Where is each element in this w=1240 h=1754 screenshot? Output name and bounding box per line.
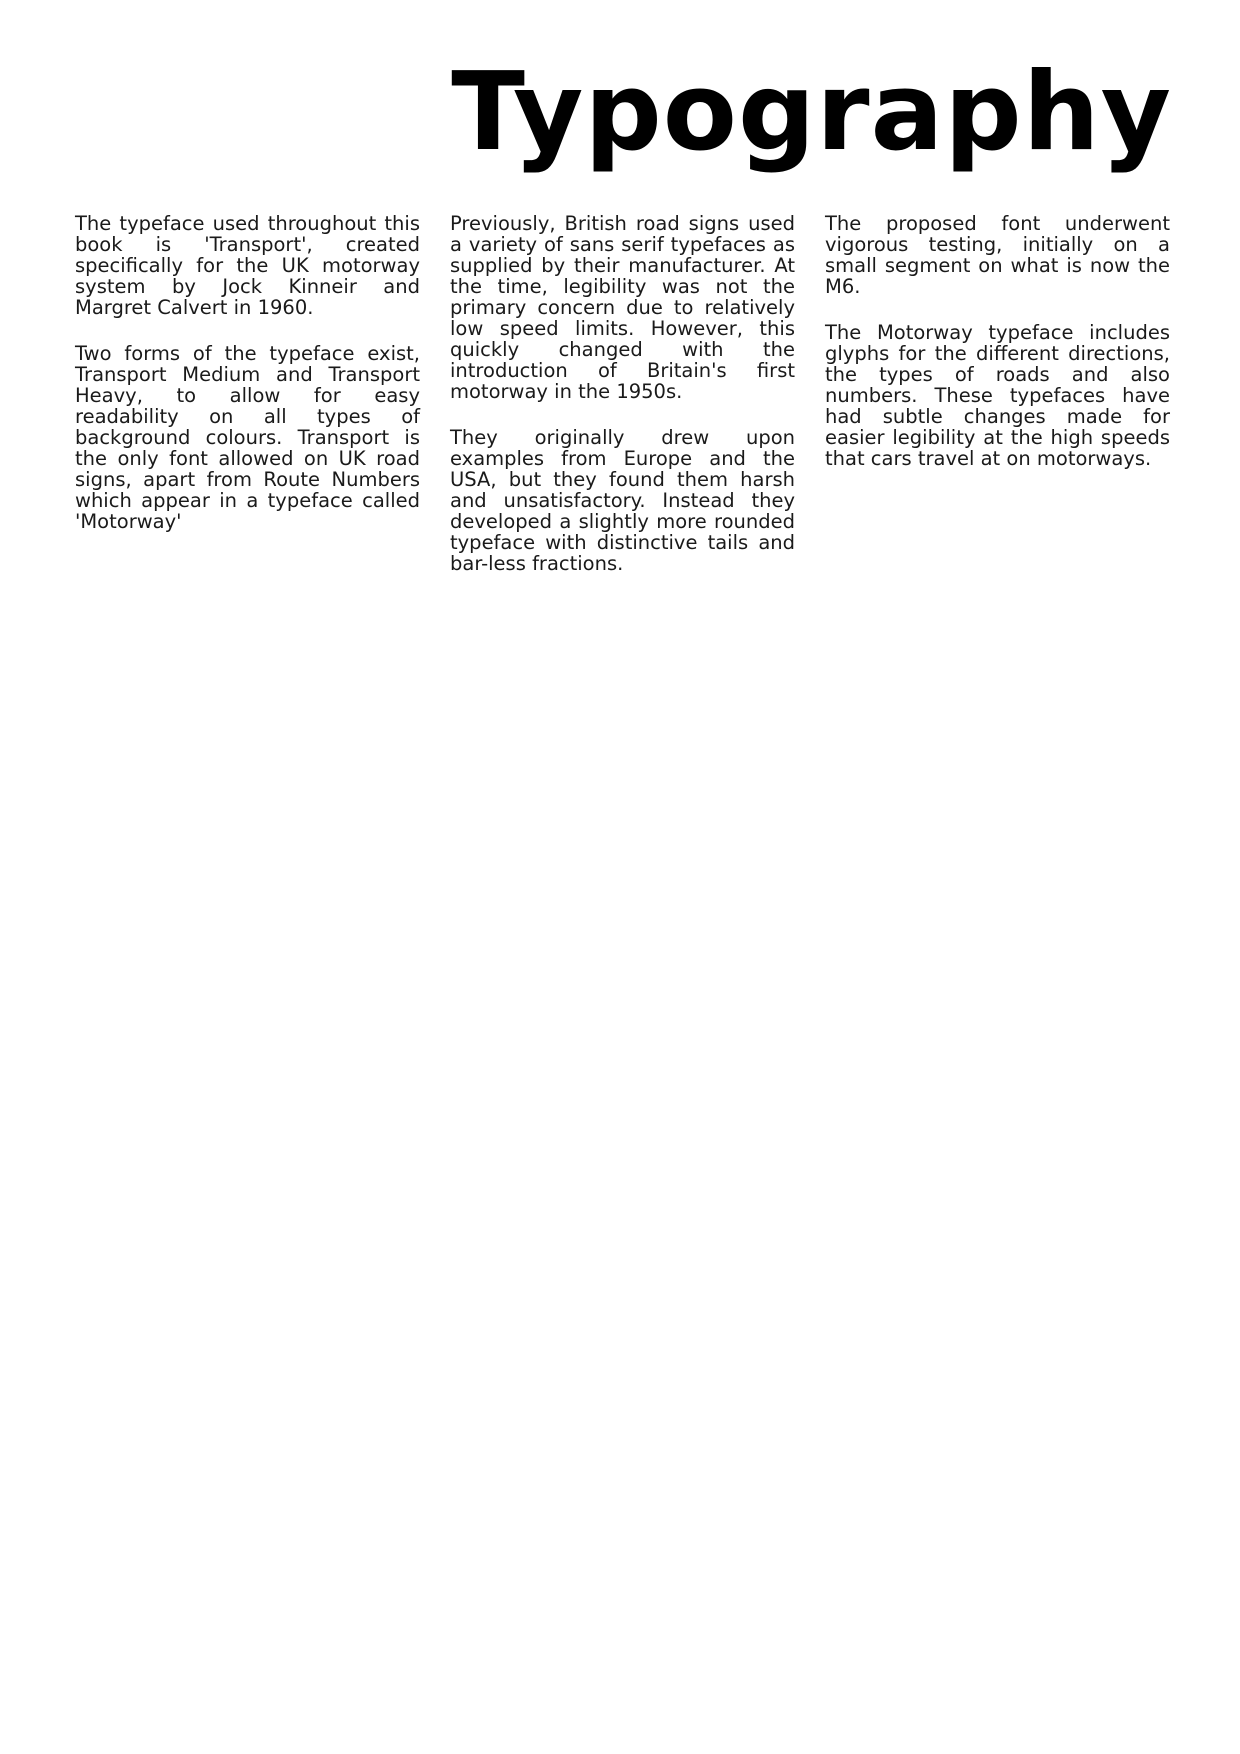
page-title: Typography [451, 50, 1172, 175]
text-column-3 [825, 213, 1170, 494]
paragraph: Two forms of the typeface exist, Transport Medium and Transport Heavy, to allow for easy readability on all types of background colours. Transport is the only font allowed on UK road signs, apart from Route Numbers which appear in a typeface called 'Motorway' [75, 342, 420, 533]
paragraph: They originally drew upon examples from Europe and the USA, but they found them harsh and unsatisfactory. Instead they developed a slightly more rounded typeface with distinctive tails and bar-less fractions. [450, 426, 795, 575]
text-column-1 [75, 213, 420, 557]
paragraph: The typeface used throughout this book is 'Transport', created specifically for the UK motorway system by Jock Kinneir and Margret Calvert in 1960. [75, 212, 420, 319]
text-column-2 [450, 213, 795, 599]
paragraph: Previously, British road signs used a variety of sans serif typefaces as supplied by their manufacturer. At the time, legibility was not the primary concern due to relatively low speed limits. However, this quickly changed with the introduction of Britain's first motorway in the 1950s. [450, 212, 795, 403]
paragraph: The proposed font underwent vigorous testing, initially on a small segment on what is now the M6. [825, 212, 1170, 298]
paragraph: The Motorway typeface includes glyphs for the different directions, the types of roads and also numbers. These typefaces have had subtle changes made for easier legibility at the high speeds that cars travel at on motorways. [825, 321, 1170, 470]
